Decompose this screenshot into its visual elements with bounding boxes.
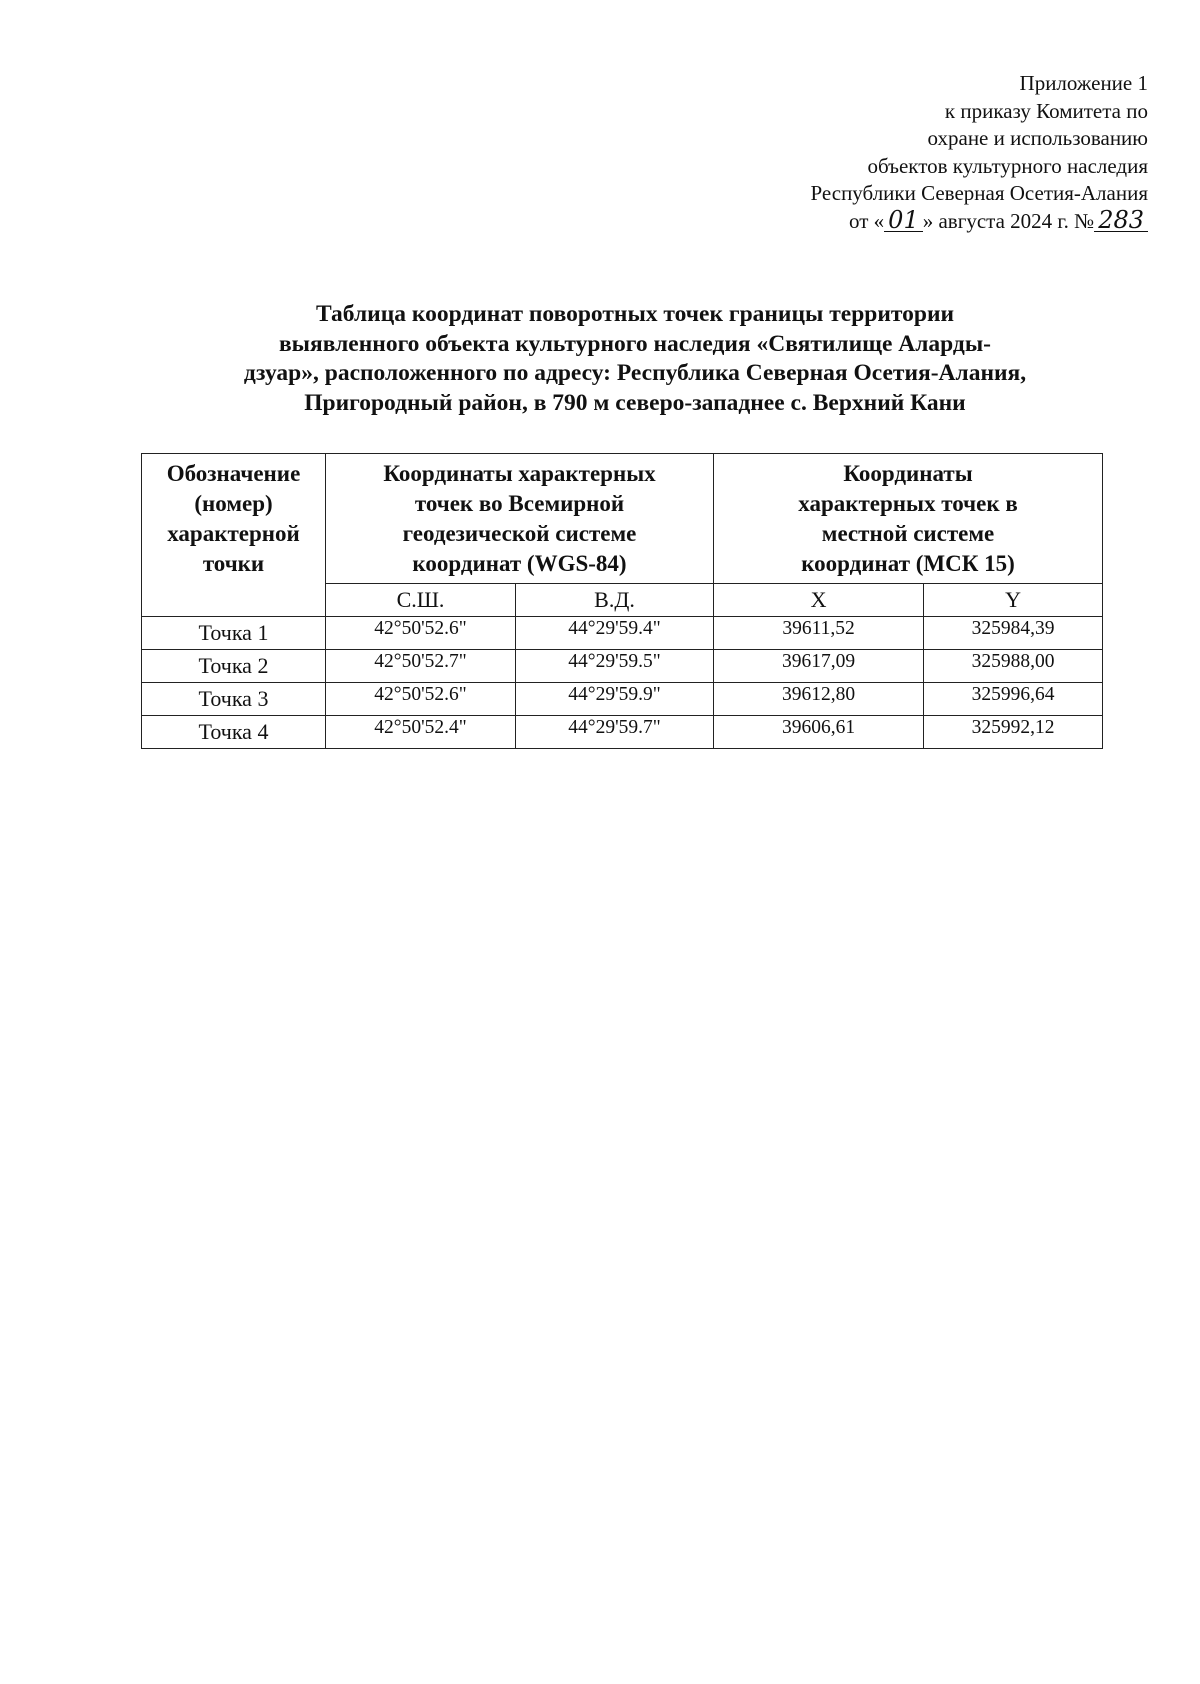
- table-row: [142, 617, 1103, 650]
- longitude-cell: 44°29'59.4": [516, 617, 714, 650]
- latitude-cell: 42°50'52.7": [326, 650, 516, 683]
- header-latitude: С.Ш.: [326, 584, 516, 617]
- latitude-cell: 42°50'52.4": [326, 716, 516, 749]
- header-y: Y: [924, 584, 1103, 617]
- y-cell: 325988,00: [924, 650, 1103, 683]
- point-name: Точка 4: [142, 716, 326, 749]
- point-name: Точка 3: [142, 683, 326, 716]
- header-longitude: В.Д.: [516, 584, 714, 617]
- x-cell: 39617,09: [714, 650, 924, 683]
- table-row: [142, 683, 1103, 716]
- header-point-designation: Обозначение (номер) характерной точки: [142, 454, 326, 617]
- point-name: Точка 1: [142, 617, 326, 650]
- header-x: X: [714, 584, 924, 617]
- appendix-line: объектов культурного наследия: [867, 153, 1148, 178]
- x-cell: 39606,61: [714, 716, 924, 749]
- title-line: дзуар», расположенного по адресу: Республика Северная Осетия-Алания,: [243, 360, 1027, 386]
- appendix-line: охране и использованию: [927, 126, 1148, 150]
- header-msk15-coordinates: Координаты характерных точек в местной системе координат (МСК 15): [714, 454, 1103, 584]
- latitude-cell: 42°50'52.6": [326, 617, 516, 650]
- x-cell: 39612,80: [714, 683, 924, 716]
- date-prefix: от «: [849, 208, 885, 233]
- order-date-line: [811, 205, 1149, 236]
- longitude-cell: 44°29'59.9": [516, 683, 714, 716]
- table-row: [142, 650, 1103, 683]
- date-middle: » августа 2024 г. №: [922, 208, 1095, 233]
- handwritten-order-number: 283: [1094, 209, 1148, 232]
- title-line: выявленного объекта культурного наследия «Святилище Аларды-: [278, 330, 991, 357]
- y-cell: 325992,12: [924, 716, 1103, 749]
- latitude-cell: 42°50'52.6": [326, 683, 516, 716]
- x-cell: 39611,52: [714, 617, 924, 650]
- longitude-cell: 44°29'59.5": [516, 650, 714, 683]
- handwritten-day: 01: [884, 209, 923, 232]
- appendix-header: [811, 70, 1149, 235]
- coordinates-table: [141, 453, 1103, 749]
- appendix-line: Приложение 1: [1019, 71, 1148, 95]
- appendix-line: Республики Северная Осетия-Алания: [810, 181, 1148, 205]
- point-name: Точка 2: [142, 650, 326, 683]
- longitude-cell: 44°29'59.7": [516, 716, 714, 749]
- y-cell: 325984,39: [924, 617, 1103, 650]
- document-title: [140, 300, 1130, 418]
- y-cell: 325996,64: [924, 683, 1103, 716]
- table-row: [142, 716, 1103, 749]
- title-line: Таблица координат поворотных точек границы территории: [315, 301, 955, 327]
- title-line: Пригородный район, в 790 м северо-западнее с. Верхний Кани: [304, 389, 966, 416]
- header-wgs84-coordinates: Координаты характерных точек во Всемирной геодезической системе координат (WGS-84): [326, 454, 714, 584]
- appendix-line: к приказу Комитета по: [944, 98, 1148, 123]
